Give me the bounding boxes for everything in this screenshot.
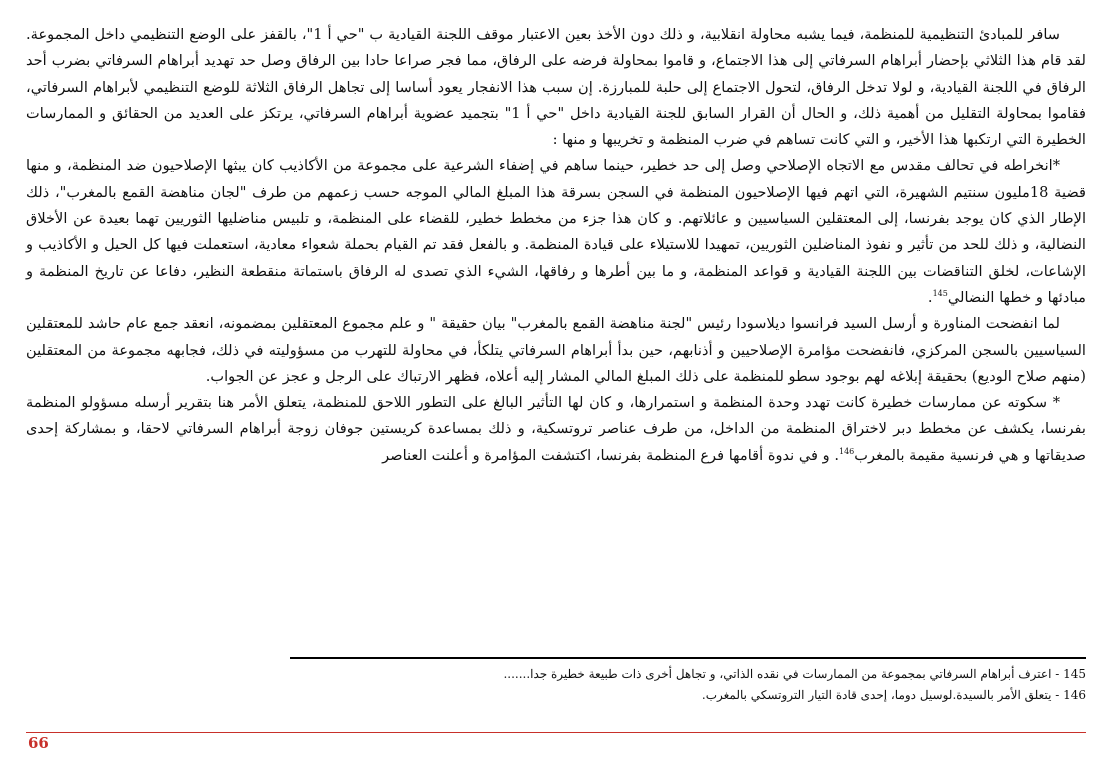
footnote-separator [290, 657, 1086, 659]
footnote-145: 145 - اعترف أبراهام السرفاتي بمجموعة من الممارسات في نقده الذاتي، و تجاهل أخرى ذات طبيعة خطيرة جدا....... [503, 667, 1086, 681]
paragraph-4 [26, 390, 1086, 469]
paragraph-1: سافر للمبادئ التنظيمية للمنظمة، فيما يشبه محاولة انقلابية، و ذلك دون الأخذ بعين الاعتبار موقف اللجنة القيادية ب "حي أ 1"، بالقفز على الوضع التنظيمي داخل المجموعة. لقد قام هذا الثلاثي بإحضار أبراهام السرفاتي إلى هذا الاجتماع، و قاموا بمحاولة فرضه على الرفاق، مما فجر صراعا حادا بين الرفاق وصل حد تهديد أبراهام السرفاتي بضرب أحد الرفاق في اللجنة القيادية، و لولا تدخل الرفاق، لتحول الاجتماع إلى حلبة للمبارزة. إن سبب هذا الانفجار يعود أساسا إلى تجاهل الرفاق الثلاثة للوضع التنظيمي لأبراهام السرفاتي، فقاموا بمحاولة التقليل من أهمية ذلك، و الحال أن القرار السابق للجنة القيادية داخل "حي أ 1" بتجميد عضوية أبراهام السرفاتي، يرتكز على العديد من الحقائق و الممارسات الخطيرة التي ارتكبها هذا الأخير، و التي كانت تساهم في ضرب المنظمة و تخريبها و منها : [26, 26, 1086, 149]
footnote-146: 146 - يتعلق الأمر بالسيدة.لوسيل دوما، إحدى قادة التيار التروتسكي بالمغرب. [701, 688, 1086, 702]
footnote-ref-145[interactable]: 145 [932, 289, 948, 299]
paragraph-4-text: * سكوته عن ممارسات خطيرة كانت تهدد وحدة المنظمة و استمرارها، و كان لها التأثير البالغ على التطور اللاحق للمنظمة، يتعلق الأمر هنا بتقرير أرسله مسؤولو المنظمة بفرنسا، يكشف عن مخطط دبر لاختراق المنظمة من الداخل، من طرف عناصر تروتسكية، و ذلك بمساعدة كريستين جوفان زوجة أبراهام السرفاتي لاحقا، و بمشاركة إحدى صديقاتها و هي فرنسية مقيمة بالمغرب [26, 394, 1086, 464]
paragraph-4-rest: . و في ندوة أقامها فرع المنظمة بفرنسا، اكتشفت المؤامرة و أعلنت العناصر [382, 446, 839, 464]
paragraph-2: *انخراطه في تحالف مقدس مع الاتجاه الإصلاحي وصل إلى حد خطير، حينما ساهم في إضفاء الشرعية على مجموعة من الأكاذيب كان يبثها الإصلاحيون ضد المنظمة، و منها قضية 18مليون سنتيم الشهيرة، التي اتهم فيها الإصلاحيون المنظمة في السجن بسرقة هذا المبلغ المالي الموجه حسب زعمهم من طرف "لجان مناهضة القمع بالمغرب"، ذلك الإطار الذي كان يوجد بفرنسا، إلى المعتقلين السياسيين و عائلاتهم. و كان هذا جزء من مخطط خطير، للقضاء على المنظمة، و تلبيس مناضليها الثوريين تهما بعيدة عن الأخلاق النضالية، و ذلك للحد من تأثير و نفوذ المناضلين الثوريين، تمهيدا للاستيلاء على قيادة المنظمة. و بالفعل فقد تم القيام بحملة شعواء معادية، استعملت فيها كل الحيل و الأكاذيب و الإشاعات، لخلق التناقضات بين اللجنة القيادية و قواعد المنظمة، و ما بين أطرها و رفاقها، الشيء الذي تصدى له الرفاق باستماتة منقطعة النظير، دفاعا عن تاريخ المنظمة و مبادئها و خطها النضالي$^{145}$. [26, 157, 1086, 306]
page-footer-rule [26, 732, 1086, 733]
paragraph-2-text: *انخراطه في تحالف مقدس مع الاتجاه الإصلاحي وصل إلى حد خطير، حينما ساهم في إضفاء الشرعية على مجموعة من الأكاذيب كان يبثها الإصلاحيون ضد المنظمة، و منها قضية 18مليون سنتيم الشهيرة، التي اتهم فيها الإصلاحيون المنظمة في السجن بسرقة هذا المبلغ المالي الموجه حسب زعمهم من طرف "لجان مناهضة القمع بالمغرب"، ذلك الإطار الذي كان يوجد بفرنسا، إلى المعتقلين السياسيين و عائلاتهم. و كان هذا جزء من مخطط خطير، للقضاء على المنظمة، و تلبيس مناضليها الثوريين تهما بعيدة عن الأخلاق النضالية، و ذلك للحد من تأثير و نفوذ المناضلين الثوريين، تمهيدا للاستيلاء على قيادة المنظمة. و بالفعل فقد تم القيام بحملة شعواء معادية، استعملت فيها كل الحيل و الأكاذيب و الإشاعات، لخلق التناقضات بين اللجنة القيادية و قواعد المنظمة، و ما بين أطرها و رفاقها، الشيء الذي تصدى له الرفاق باستماتة منقطعة النظير، دفاعا عن تاريخ المنظمة و مبادئها و خطها النضالي [26, 157, 1086, 306]
footnotes [290, 664, 1086, 706]
page-number: 66 [28, 734, 49, 752]
body-text [26, 22, 1086, 469]
footnote-ref-146[interactable]: 146 [839, 446, 855, 456]
paragraph-3: لما انفضحت المناورة و أرسل السيد فرانسوا ديلاسودا رئيس "لجنة مناهضة القمع بالمغرب" بيان حقيقة " و علم مجموع المعتقلين بمضمونه، انعقد جمع عام حاشد للمعتقلين السياسيين بالسجن المركزي، فانفضحت مؤامرة الإصلاحيين و أذنابهم، حين بدأ أبراهام السرفاتي يتلكأ، في محاولة للتهرب من مسؤوليته في ذلك، فجابهه مجموعة من المعتقلين (منهم صلاح الوديع) بحقيقة إبلاغه لهم بوجود سطو للمنظمة على ذلك المبلغ المالي المشار إليه أعلاه، فظهر الارتباك على الرجل و عجز عن الجواب. [26, 315, 1086, 385]
